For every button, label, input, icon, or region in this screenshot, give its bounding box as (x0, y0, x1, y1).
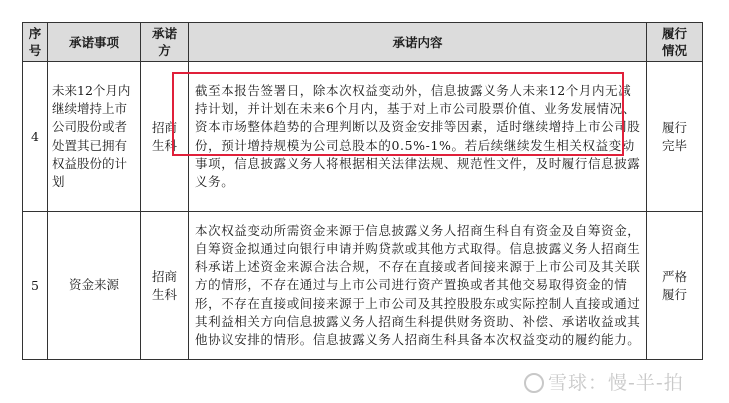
header-status: 履行情况 (647, 23, 703, 62)
row-no: 4 (23, 62, 48, 212)
row-status: 严格履行 (647, 212, 703, 360)
header-content: 承诺内容 (189, 23, 647, 62)
row-party: 招商生科 (141, 212, 189, 360)
commitment-table (22, 22, 703, 360)
snowball-logo-icon (524, 373, 544, 393)
watermark (524, 368, 684, 395)
header-no: 序号 (23, 23, 48, 62)
row-content: 截至本报告签署日，除本次权益变动外，信息披露义务人未来12个月内无减持计划，并计划在未来6个月内，基于对上市公司股票价值、业务发展情况、资本市场整体趋势的合理判断以及资金安排等因素，适时继续增持上市公司股份，预计增持规模为公司总股本的0.5%-1%。若后续继续发生相关权益变动事项，信息披露义务人将根据相关法律法规、规范性文件，及时履行信息披露义务。 (189, 62, 647, 212)
row-status: 履行完毕 (647, 62, 703, 212)
row-no: 5 (23, 212, 48, 360)
row-content: 本次权益变动所需资金来源于信息披露义务人招商生科自有资金及自筹资金，自筹资金拟通过向银行申请并购贷款或其他方式取得。信息披露义务人招商生科承诺上述资金来源合法合规，不存在直接或者间接来源于上市公司及其关联方的情形，不存在通过与上市公司进行资产置换或者其他交易取得资金的情形，不存在直接或间接来源于上市公司及其控股股东或实际控制人直接或通过其利益相关方向信息披露义务人招商生科提供财务资助、补偿、承诺收益或其他协议安排的情形。信息披露义务人招商生科具备本次权益变动的履约能力。 (189, 212, 647, 360)
row-item: 未来12个月内继续增持上市公司股份或者处置其已拥有权益股份的计划 (48, 62, 141, 212)
table-row (23, 212, 703, 360)
row-item: 资金来源 (48, 212, 141, 360)
row-party: 招商生科 (141, 62, 189, 212)
watermark-text: 雪球：慢-半-拍 (548, 372, 684, 394)
header-item: 承诺事项 (48, 23, 141, 62)
header-party: 承诺方 (141, 23, 189, 62)
table-header-row (23, 23, 703, 62)
table-row (23, 62, 703, 212)
